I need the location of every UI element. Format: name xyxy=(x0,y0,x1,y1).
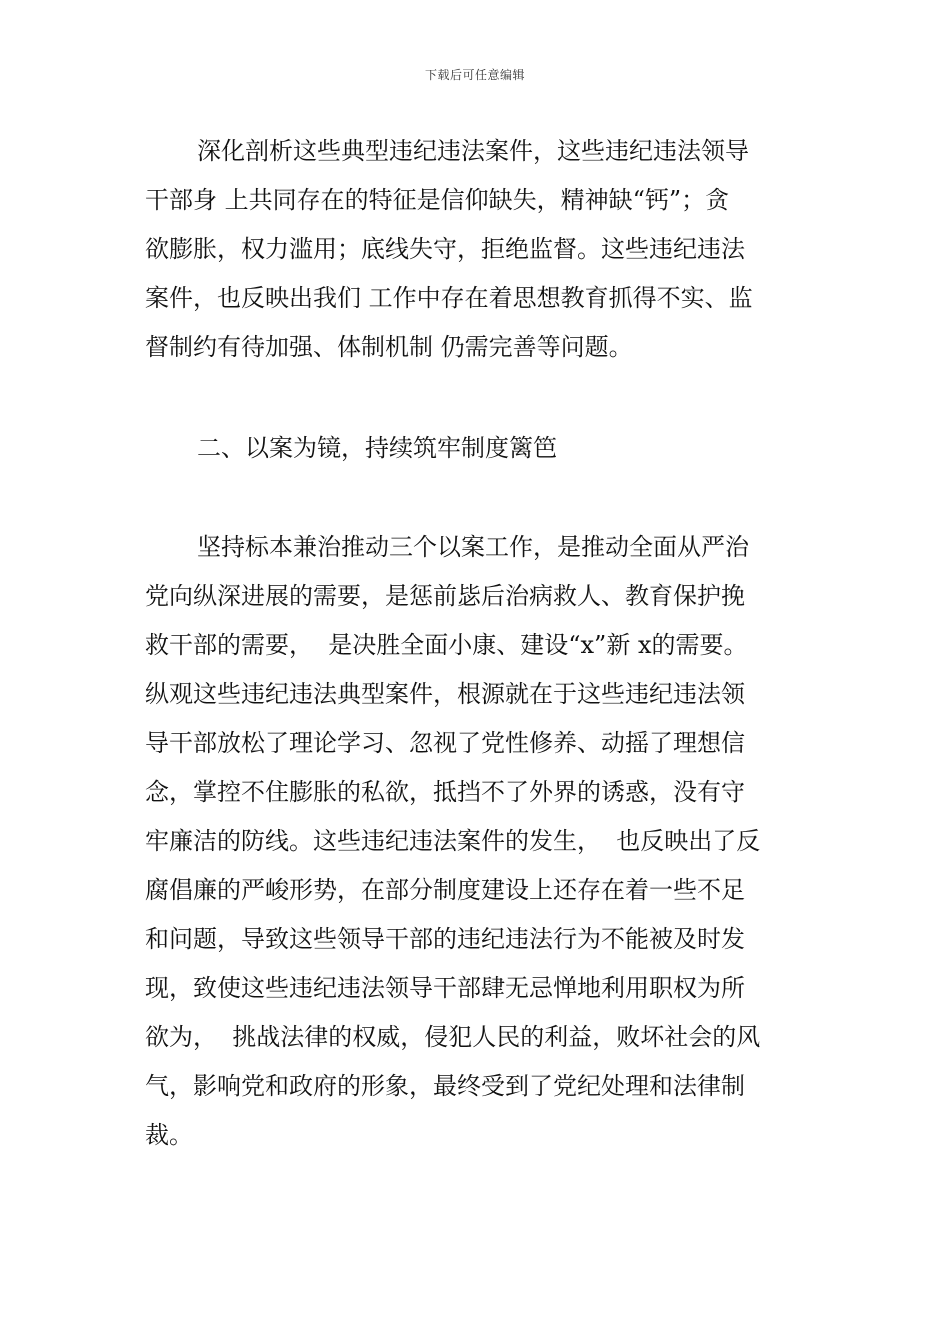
paragraph-line: 裁。 xyxy=(145,1121,193,1149)
paragraph-line: 救干部的需要， 是决胜全面小康、建设“x”新 x的需要。 xyxy=(145,631,748,659)
header-note: 下载后可任意编辑 xyxy=(424,68,525,82)
paragraph-line: 案件，也反映出我们 工作中存在着思想教育抓得不实、监 xyxy=(145,284,753,312)
paragraph-line: 和问题，导致这些领导干部的违纪违法行为不能被及时发 xyxy=(145,925,745,953)
paragraph-line: 深化剖析这些典型违纪违法案件，这些违纪违法领导 xyxy=(197,137,749,165)
paragraph-line: 欲膨胀，权力滥用；底线失守，拒绝监督。这些违纪违法 xyxy=(145,235,745,263)
paragraph-line: 坚持标本兼治推动三个以案工作，是推动全面从严治 xyxy=(197,533,749,561)
section-heading xyxy=(145,424,825,473)
paragraph-line: 欲为， 挑战法律的权威，侵犯人民的利益，败坏社会的风 xyxy=(145,1023,761,1051)
paragraph-line: 牢廉洁的防线。这些违纪违法案件的发生， 也反映出了反 xyxy=(145,827,761,855)
paragraph-line: 念，掌控不住膨胀的私欲，抵挡不了外界的诱惑，没有守 xyxy=(145,778,745,806)
paragraph-line: 干部身 上共同存在的特征是信仰缺失，精神缺“钙”；贪 xyxy=(145,186,730,214)
paragraph-line: 现，致使这些违纪违法领导干部肆无忌惮地利用职权为所 xyxy=(145,974,745,1002)
paragraph-line: 导干部放松了理论学习、忽视了党性修养、动摇了理想信 xyxy=(145,729,745,757)
paragraph-line: 督制约有待加强、体制机制 仍需完善等问题。 xyxy=(145,333,633,361)
paragraph-line: 党向纵深进展的需要，是惩前毖后治病救人、教育保护挽 xyxy=(145,582,745,610)
paragraph-line: 纵观这些违纪违法典型案件，根源就在于这些违纪违法领 xyxy=(145,680,745,708)
paragraph-2 xyxy=(145,523,825,1160)
paragraph-line: 腐倡廉的严峻形势，在部分制度建设上还存在着一些不足 xyxy=(145,876,745,904)
section-heading-text: 二、以案为镜，持续筑牢制度篱笆 xyxy=(197,434,557,462)
paragraph-line: 气，影响党和政府的形象，最终受到了党纪处理和法律制 xyxy=(145,1072,745,1100)
paragraph-1 xyxy=(145,127,825,372)
